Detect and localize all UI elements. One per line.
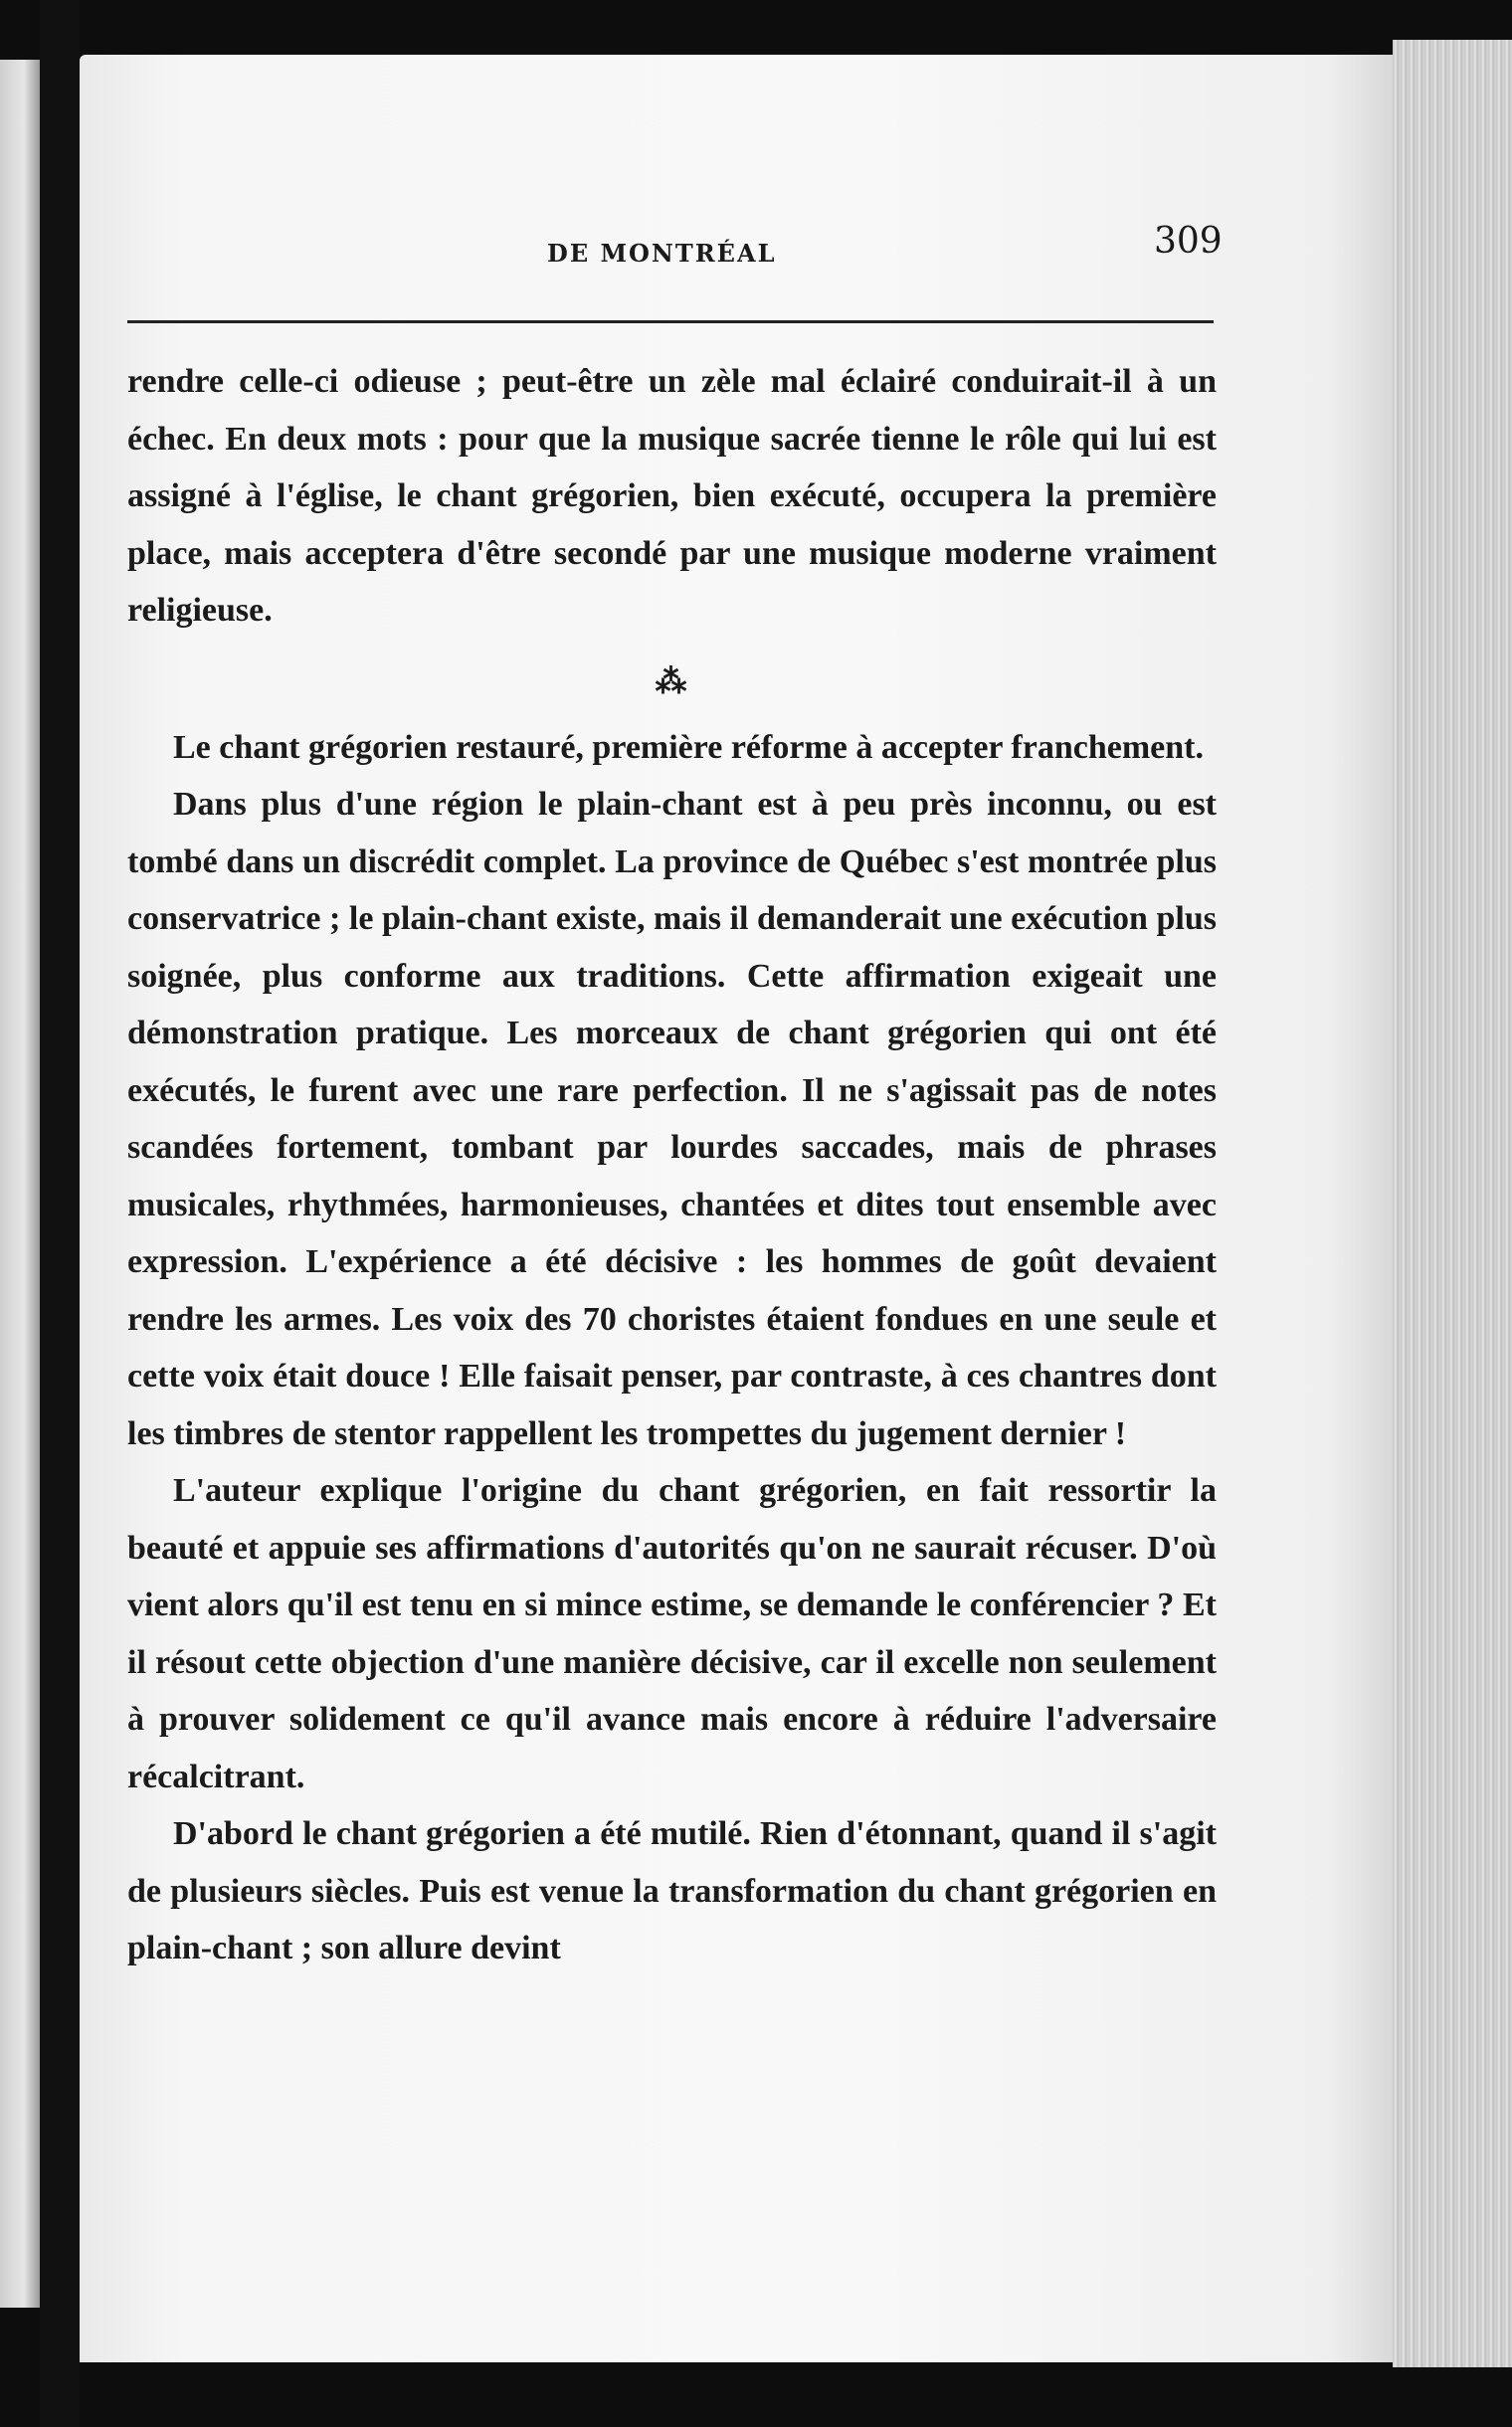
page-stack-edge (1393, 40, 1512, 2367)
book-gutter (40, 0, 80, 2427)
page-number: 309 (1154, 221, 1223, 262)
paragraph: L'auteur explique l'origine du chant grégorien, en fait ressortir la beauté et appuie ses affirmations d'autorités qu'on ne saurait récuser. D'où vient alors qu'il est tenu en si mince estime, se demande le conférencier ? Et il résout cette objection d'une manière décisive, car il excelle non seulement à prouver solidement ce qu'il avance mais encore à réduire l'adversaire récalcitrant. (127, 1472, 1217, 1795)
paragraph-continuation: rendre celle-ci odieuse ; peut-être un zèle mal éclairé conduirait-il à un échec. En deux mots : pour que la musique sacrée tienne le rôle qui lui est assigné à l'église, le chant grégorien, bien exécuté, occupera la première place, mais acceptera d'être secondé par une musique moderne vraiment religieuse. (127, 363, 1217, 629)
page-header (80, 179, 1223, 279)
running-head: DE MONTRÉAL (547, 239, 777, 268)
asterism: ⁂ (655, 662, 689, 699)
paragraph: D'abord le chant grégorien a été mutilé. Rien d'étonnant, quand il s'agit de plusieurs siècles. Puis est venue la transformation du chant grégorien en plain-chant ; son allure devint (127, 1815, 1217, 1966)
paragraph: Le chant grégorien restauré, première réforme à accepter franchement. (173, 728, 1204, 766)
header-rule (127, 320, 1214, 323)
facing-page-edge (0, 60, 40, 2308)
paragraph: Dans plus d'une région le plain-chant est à peu près inconnu, ou est tombé dans un discrédit complet. La province de Québec s'est montrée plus conservatrice ; le plain-chant existe, mais il demanderait une exécution plus soignée, plus conforme aux traditions. Cette affirmation exigeait une démonstration pratique. Les morceaux de chant grégorien qui ont été exécutés, le furent avec une rare perfection. Il ne s'agissait pas de notes scandées fortement, tombant par lourdes saccades, mais de phrases musicales, rhythmées, harmonieuses, chantées et dites tout ensemble avec expression. L'expérience a été décisive : les hommes de goût devaient rendre les armes. Les voix des 70 choristes étaient fondues en une seule et cette voix était douce ! Elle faisait penser, par contraste, à ces chantres dont les timbres de stentor rappellent les trompettes du jugement dernier ! (127, 786, 1217, 1452)
body-text (127, 353, 1217, 1977)
